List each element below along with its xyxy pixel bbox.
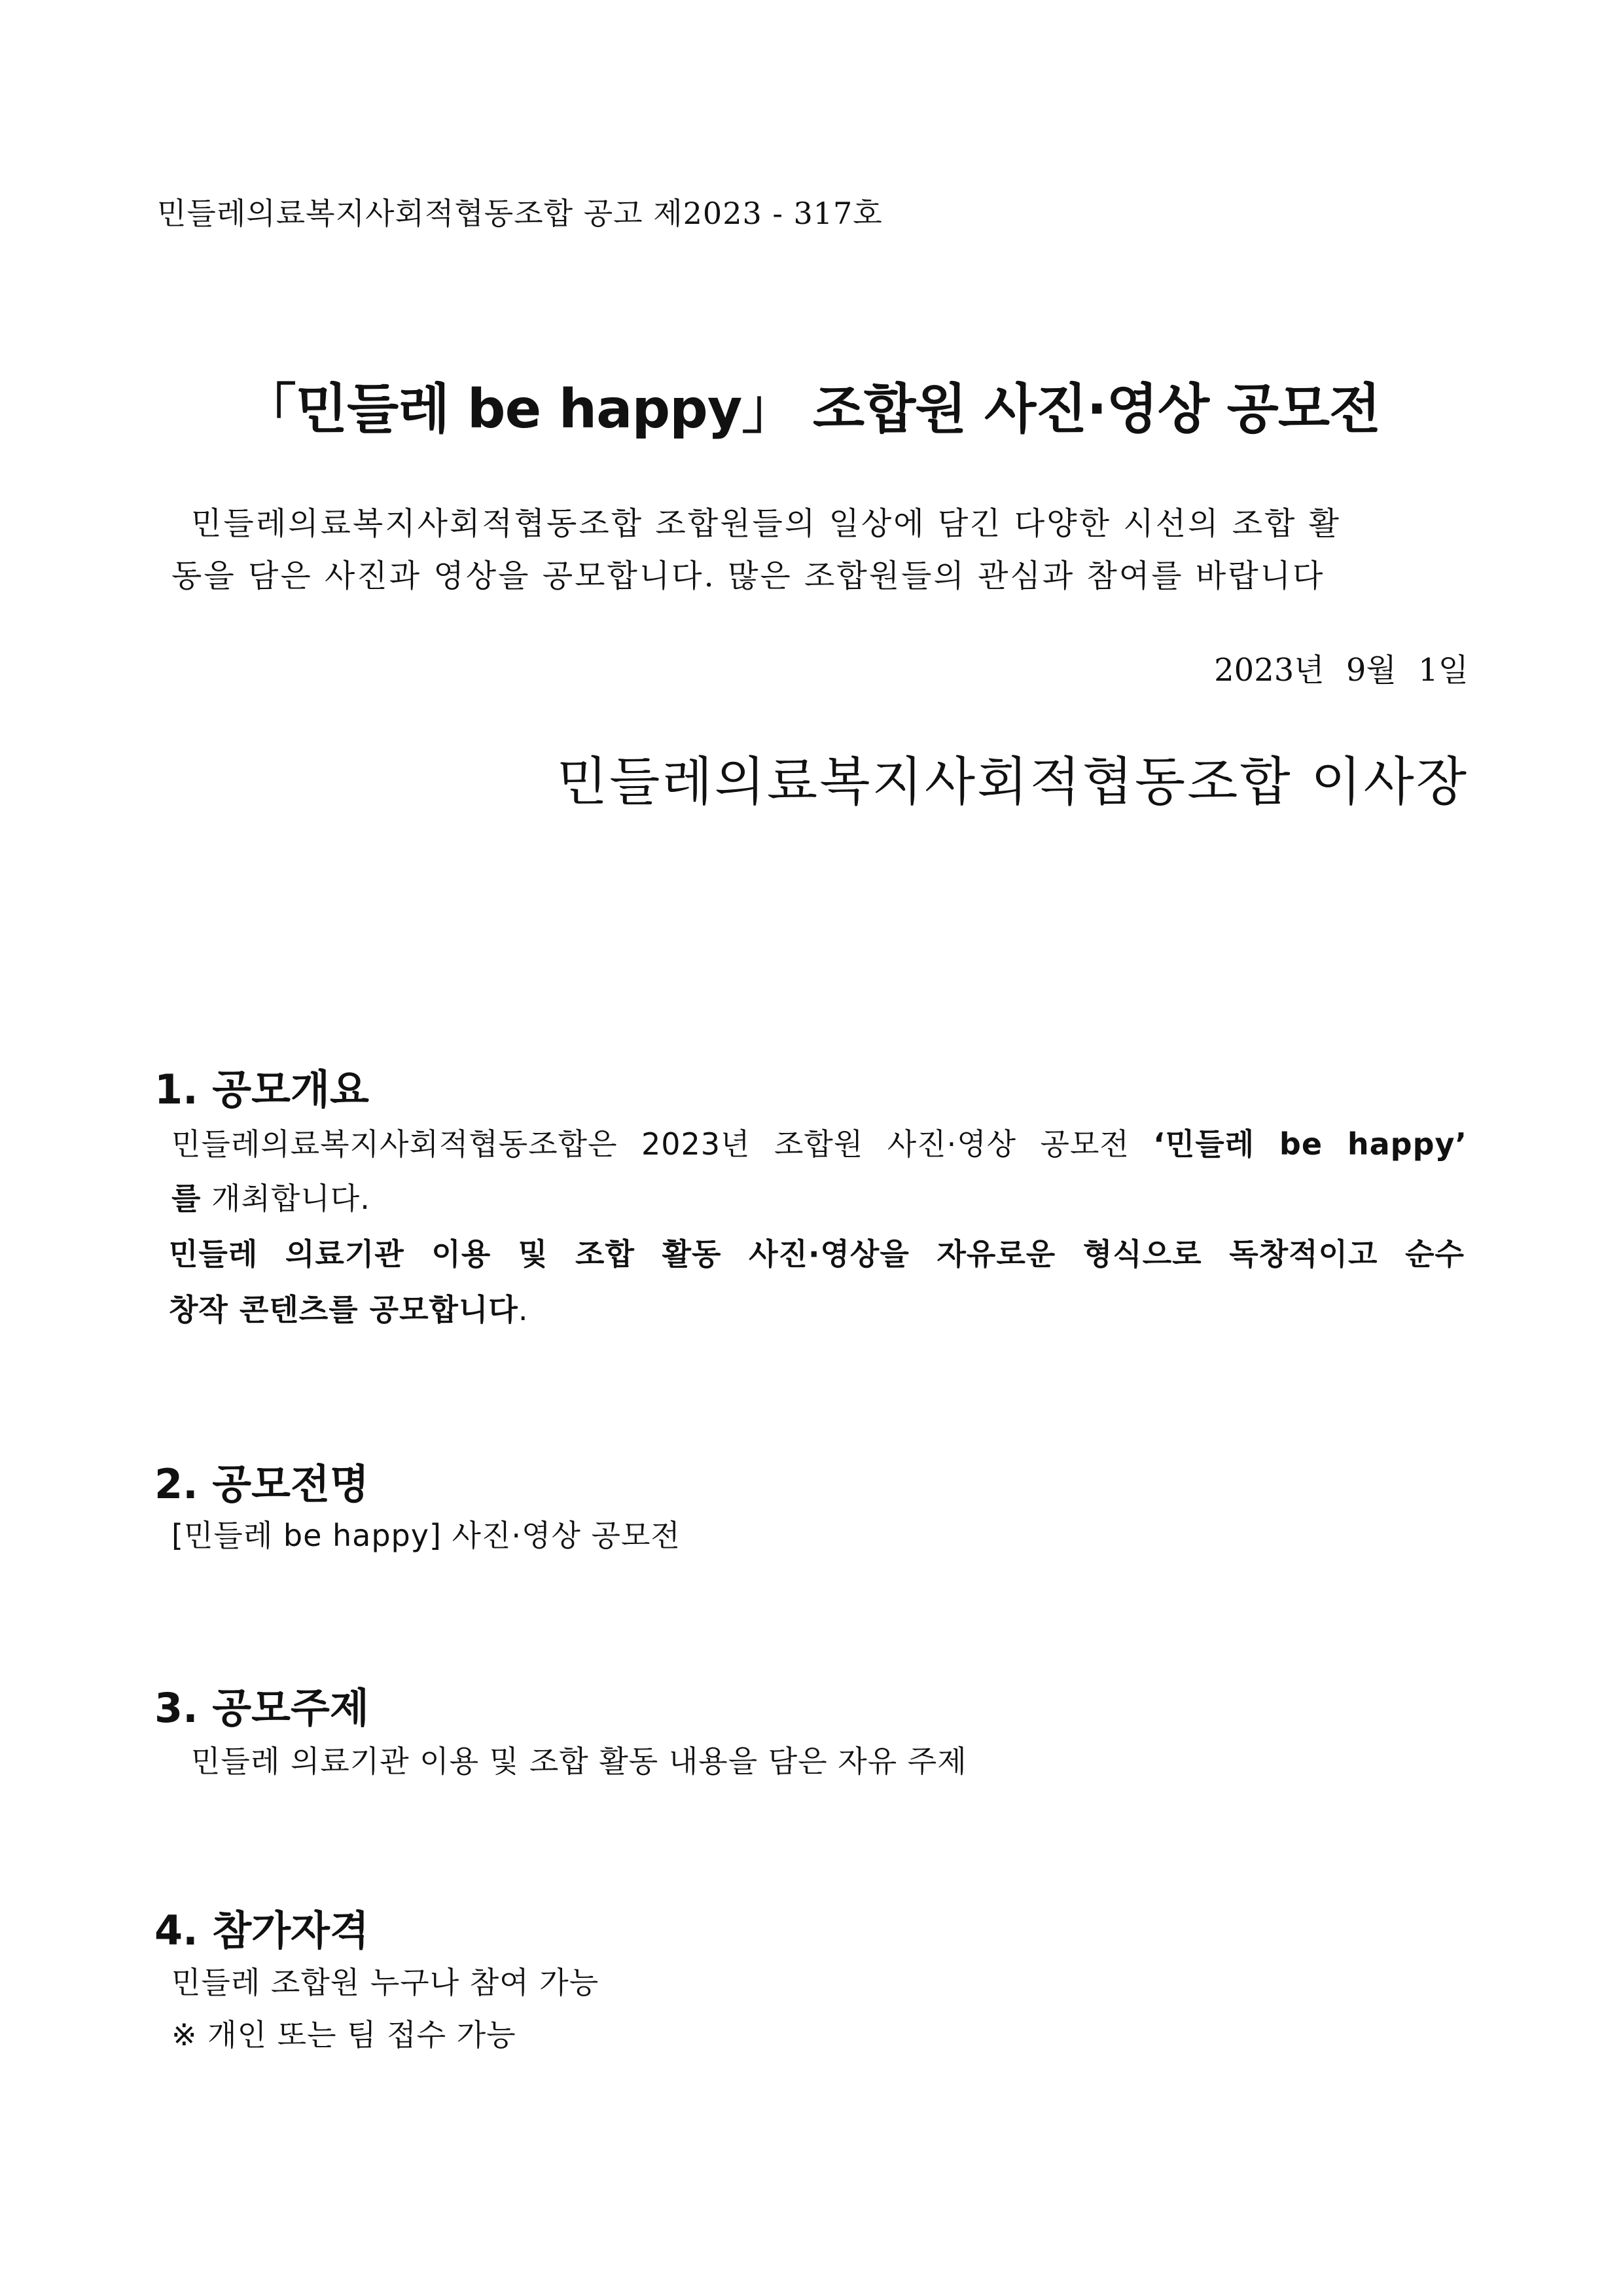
intro-line-2: 동을 담은 사진과 영상을 공모합니다. 많은 조합원들의 관심과 참여를 바랍니다	[171, 558, 1325, 594]
intro-paragraph	[171, 497, 1467, 602]
section-heading-eligibility: 4. 참가자격	[154, 1907, 369, 1954]
section-heading-contest-name: 2. 공모전명	[154, 1460, 369, 1508]
notice-number: 민들레의료복지사회적협동조합 공고 제2023 - 317호	[157, 196, 883, 231]
section-heading-theme: 3. 공모주제	[154, 1684, 369, 1732]
overview-line-1	[171, 1121, 1467, 1164]
overview-line-4-emphasis: 창작 콘텐츠를 공모합니다	[169, 1292, 518, 1327]
overview-line-2-text: 개최합니다.	[201, 1181, 370, 1216]
theme-text: 민들레 의료기관 이용 및 조합 활동 내용을 담은 자유 주제	[191, 1744, 967, 1779]
notice-date: 2023년 9월 1일	[1214, 652, 1469, 689]
overview-line-1-text: 민들레의료복지사회적협동조합은 2023년 조합원 사진·영상 공모전	[171, 1126, 1154, 1162]
overview-line-3: 민들레 의료기관 이용 및 조합 활동 사진·영상을 자유로운 형식으로 독창적이고 순수	[169, 1236, 1465, 1272]
section-heading-overview: 1. 공모개요	[154, 1066, 369, 1113]
document-title: 「민들레 be happy」 조합원 사진·영상 공모전	[242, 378, 1381, 440]
eligibility-line-1: 민들레 조합원 누구나 참여 가능	[171, 1965, 599, 2000]
overview-line-4	[169, 1286, 528, 1329]
contest-name-text: [민들레 be happy] 사진·영상 공모전	[171, 1518, 681, 1553]
overview-line-2-emphasis: 를	[171, 1181, 202, 1216]
issuer-signature: 민들레의료복지사회적협동조합 이사장	[556, 751, 1469, 812]
contest-name-emphasis: ‘민들레 be happy’	[1153, 1126, 1467, 1162]
intro-line-1: 민들레의료복지사회적협동조합 조합원들의 일상에 담긴 다양한 시선의 조합 활	[191, 505, 1341, 542]
eligibility-note: ※ 개인 또는 팀 접수 가능	[171, 2017, 516, 2053]
overview-line-2	[171, 1175, 370, 1218]
overview-line-4-text: .	[518, 1292, 529, 1327]
